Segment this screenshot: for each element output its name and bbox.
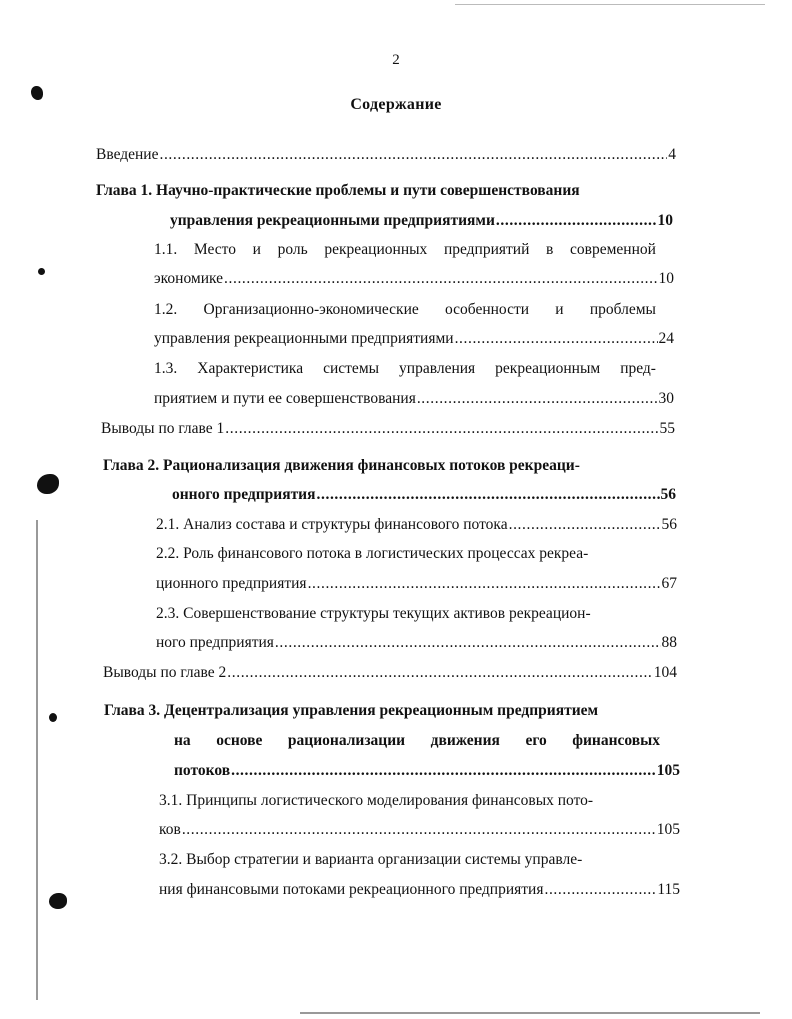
toc-chapter-1-heading-cont[interactable]	[170, 210, 673, 232]
toc-text: ния финансовыми потоками рекреационного предприятия	[159, 881, 544, 898]
leader-dots	[227, 662, 652, 684]
toc-section-3-1-cont[interactable]	[159, 819, 680, 841]
scan-edge-bottom	[300, 1012, 760, 1014]
toc-page: 115	[657, 881, 680, 898]
toc-page: 10	[658, 270, 674, 287]
toc-text: 3.2. Выбор стратегии и варианта организации системы управле-	[159, 851, 583, 868]
toc-text: 3.1. Принципы логистического моделирования финансовых пото-	[159, 792, 594, 809]
word: пред-	[620, 360, 656, 377]
leader-dots	[224, 268, 657, 290]
toc-text: ков	[159, 821, 181, 838]
toc-section-1-1[interactable]	[154, 239, 656, 261]
toc-text: приятием и пути ее совершенствования	[154, 390, 416, 407]
toc-page: 67	[661, 575, 677, 592]
toc-text: Глава 1. Научно-практические проблемы и пути совершенствования	[96, 182, 580, 199]
word: 1.2.	[154, 301, 178, 318]
word: проблемы	[589, 301, 656, 318]
toc-page: 105	[656, 821, 680, 838]
toc-section-1-1-cont[interactable]	[154, 268, 674, 290]
toc-page: 88	[661, 634, 677, 651]
toc-conclusion-1[interactable]	[101, 418, 675, 440]
toc-section-1-3[interactable]	[154, 358, 656, 380]
toc-text: управления рекреационными предприятиями	[170, 212, 495, 229]
leader-dots	[275, 632, 661, 654]
toc-text: Глава 3. Децентрализация управления рекреационным предприятием	[104, 702, 599, 719]
toc-section-1-2-cont[interactable]	[154, 328, 674, 350]
word: 1.1.	[154, 241, 178, 258]
toc-page: 55	[659, 420, 675, 437]
ink-blot	[37, 474, 59, 494]
toc-text: ционного предприятия	[156, 575, 307, 592]
toc-chapter-2-heading[interactable]	[103, 455, 673, 477]
toc-section-2-2-cont[interactable]	[156, 573, 677, 595]
toc-text: 2.3. Совершенствование структуры текущих активов рекреацион-	[156, 605, 591, 622]
leader-dots	[496, 210, 657, 232]
toc-section-2-3[interactable]	[156, 603, 677, 625]
leader-dots	[509, 514, 661, 536]
toc-section-2-2[interactable]	[156, 543, 677, 565]
leader-dots	[182, 819, 656, 841]
toc-chapter-1-heading[interactable]	[96, 180, 676, 202]
toc-text: 2.2. Роль финансового потока в логистических процессах рекреа-	[156, 545, 589, 562]
toc-chapter-2-heading-cont[interactable]	[172, 484, 676, 506]
word: системы	[323, 360, 380, 377]
toc-chapter-3-heading[interactable]	[104, 700, 678, 722]
word: финансовых	[572, 732, 660, 749]
toc-section-3-2[interactable]	[159, 849, 680, 871]
word: Место	[193, 241, 236, 258]
ink-blot	[49, 893, 67, 909]
toc-page: 30	[658, 390, 674, 407]
leader-dots	[225, 418, 658, 440]
toc-text: экономике	[154, 270, 224, 287]
word: управления	[399, 360, 476, 377]
toc-section-3-2-cont[interactable]	[159, 879, 680, 901]
toc-section-2-3-cont[interactable]	[156, 632, 677, 654]
toc-text: Выводы по главе 1	[101, 420, 225, 437]
toc-page: 56	[661, 516, 677, 533]
toc-page: 24	[658, 330, 674, 347]
toc-text: Глава 2. Рационализация движения финансовых потоков рекреаци-	[103, 457, 580, 474]
word: предприятий	[443, 241, 530, 258]
toc-chapter-3-heading-end[interactable]	[174, 760, 680, 782]
word: и	[252, 241, 261, 258]
word: Характеристика	[197, 360, 304, 377]
toc-page: 105	[656, 762, 680, 779]
leader-dots	[317, 484, 660, 506]
word: основе	[216, 732, 263, 749]
word: движения	[430, 732, 500, 749]
word: роль	[277, 241, 308, 258]
toc-entry-intro[interactable]	[96, 144, 676, 166]
leader-dots	[417, 388, 658, 410]
toc-text: потоков	[174, 762, 231, 779]
toc-conclusion-2[interactable]	[103, 662, 677, 684]
toc-text: ного предприятия	[156, 634, 274, 651]
toc-text: онного предприятия	[172, 486, 316, 503]
toc-page: 104	[653, 664, 677, 681]
toc-chapter-3-heading-cont[interactable]	[174, 730, 660, 752]
page-title: Содержание	[350, 96, 442, 113]
toc-section-1-3-cont[interactable]	[154, 388, 674, 410]
word: рекреационных	[324, 241, 428, 258]
toc-text: управления рекреационными предприятиями	[154, 330, 454, 347]
word: в	[546, 241, 554, 258]
toc-text: Выводы по главе 2	[103, 664, 227, 681]
word: современной	[570, 241, 656, 258]
ink-blot	[49, 713, 57, 722]
scan-edge-left	[36, 520, 38, 1000]
word: 1.3.	[154, 360, 178, 377]
word: и	[555, 301, 564, 318]
word: рекреационным	[495, 360, 601, 377]
toc-text: Введение	[96, 146, 159, 163]
toc-section-2-1[interactable]	[156, 514, 677, 536]
leader-dots	[455, 328, 658, 350]
toc-page: 4	[668, 146, 676, 163]
scan-edge-top	[455, 4, 765, 5]
leader-dots	[544, 879, 656, 901]
leader-dots	[231, 760, 656, 782]
toc-section-1-2[interactable]	[154, 299, 656, 321]
leader-dots	[308, 573, 661, 595]
toc-section-3-1[interactable]	[159, 790, 680, 812]
word: его	[525, 732, 547, 749]
leader-dots	[159, 144, 667, 166]
toc-text: 2.1. Анализ состава и структуры финансового потока	[156, 516, 508, 533]
ink-blot	[38, 268, 45, 275]
page-number: 2	[392, 52, 400, 68]
toc-page: 56	[660, 486, 676, 503]
word: на	[174, 732, 191, 749]
word: особенности	[445, 301, 530, 318]
word: Организационно-экономические	[203, 301, 419, 318]
word: рационализации	[287, 732, 406, 749]
toc-page: 10	[657, 212, 673, 229]
